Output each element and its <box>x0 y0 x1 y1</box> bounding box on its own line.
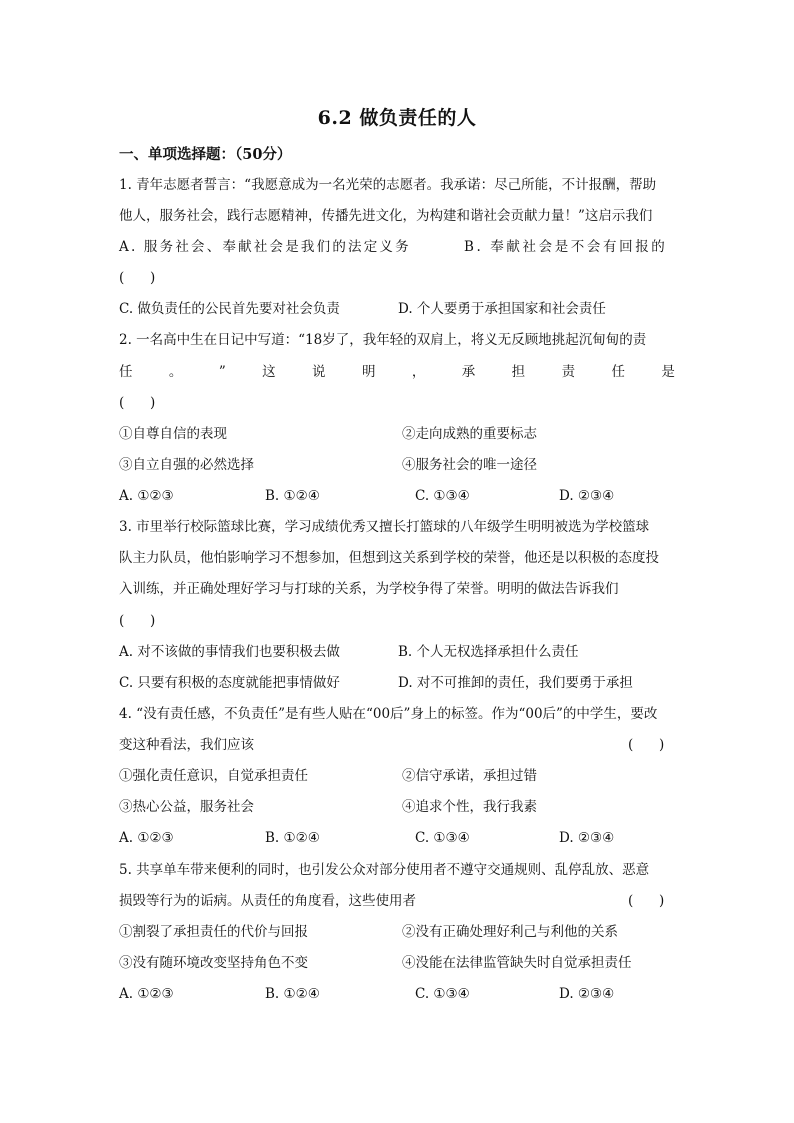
q2-stem-char: 。 <box>168 364 183 380</box>
q2-stem-line1: 2. 一名高中生在日记中写道：“18岁了，我年轻的双肩上，将义无反顾地挑起沉甸甸的责 <box>119 332 647 348</box>
q3-stem-line1: 3. 市里举行校际篮球比赛，学习成绩优秀又擅长打篮球的八年级学生明明被选为学校篮球 <box>119 519 650 535</box>
q4-item-4: ④追求个性，我行我素 <box>402 799 537 815</box>
q1-option-d: D. 个人要勇于承担国家和社会责任 <box>398 301 606 317</box>
q3-stem-line3: 入训练，并正确处理好学习与打球的关系，为学校争得了荣誉。明明的做法告诉我们 <box>119 581 619 597</box>
page-title: 6.2 做负责任的人 <box>317 107 477 129</box>
q4-option-a: A. ①②③ <box>119 830 174 846</box>
q5-item-1: ①割裂了承担责任的代价与回报 <box>119 924 308 940</box>
q2-item-3: ③自立自强的必然选择 <box>119 457 254 473</box>
q4-answer-blank: ( ) <box>628 737 665 753</box>
q2-item-1: ①自尊自信的表现 <box>119 426 227 442</box>
q3-stem-line2: 队主力队员，他怕影响学习不想参加，但想到这关系到学校的荣誉，他还是以积极的态度投 <box>119 550 659 566</box>
q4-stem-line1: 4. “没有责任感，不负责任”是有些人贴在“00后”身上的标签。作为“00后”的中学生，要改 <box>119 706 658 722</box>
q4-option-d: D. ②③④ <box>559 830 615 846</box>
q2-item-2: ②走向成熟的重要标志 <box>402 426 537 442</box>
q5-item-2: ②没有正确处理好利己与利他的关系 <box>402 924 618 940</box>
section-heading: 一、单项选择题：（50分） <box>119 146 292 163</box>
q2-stem-char: 说 <box>312 364 326 380</box>
q1-stem-line2: 他人，服务社会，践行志愿精神，传播先进文化，为构建和谐社会贡献力量！”这启示我们 <box>119 208 653 224</box>
q3-option-c: C. 只要有积极的态度就能把事情做好 <box>119 675 340 691</box>
q5-option-a: A. ①②③ <box>119 986 174 1002</box>
q5-item-4: ④没能在法律监管缺失时自觉承担责任 <box>402 955 632 971</box>
q5-option-b: B. ①②④ <box>265 986 320 1002</box>
q2-option-b: B. ①②④ <box>265 488 320 504</box>
q2-stem-line2 <box>119 362 675 382</box>
q2-stem-char: 任 <box>119 364 133 380</box>
q3-option-d: D. 对不可推卸的责任，我们要勇于承担 <box>398 675 633 691</box>
q2-stem-char: 承 <box>461 364 476 380</box>
q1-option-c: C. 做负责任的公民首先要对社会负责 <box>119 301 340 317</box>
q5-item-3: ③没有随环境改变坚持角色不变 <box>119 955 308 971</box>
q2-item-4: ④服务社会的唯一途径 <box>402 457 537 473</box>
q5-stem-line2: 损毁等行为的诟病。从责任的角度看，这些使用者 <box>119 893 416 909</box>
q2-stem-char: 任 <box>611 364 625 380</box>
q5-option-d: D. ②③④ <box>559 986 615 1002</box>
q2-stem-char: 明 <box>361 364 376 380</box>
q3-answer-blank: ( ) <box>119 613 156 629</box>
q4-option-b: B. ①②④ <box>265 830 320 846</box>
q1-stem-line1: 1. 青年志愿者誓言：“我愿意成为一名光荣的志愿者。我承诺：尽己所能，不计报酬，帮助 <box>119 177 657 193</box>
q1-option-b: B. 奉献社会是不会有回报的 <box>464 239 668 255</box>
q2-stem-char: 是 <box>661 364 675 380</box>
q5-option-c: C. ①③④ <box>415 986 470 1002</box>
q2-stem-char: ， <box>411 364 426 380</box>
q5-stem-line1: 5. 共享单车带来便利的同时，也引发公众对部分使用者不遵守交通规则、乱停乱放、恶意 <box>119 862 650 878</box>
q2-stem-char: ” <box>218 364 226 380</box>
q3-option-b: B. 个人无权选择承担什么责任 <box>398 644 579 660</box>
q1-answer-blank: ( ) <box>119 270 156 286</box>
q4-item-2: ②信守承诺，承担过错 <box>402 768 537 784</box>
q4-option-c: C. ①③④ <box>415 830 470 846</box>
q2-option-a: A. ①②③ <box>119 488 174 504</box>
q2-stem-char: 这 <box>262 364 276 380</box>
q4-item-3: ③热心公益，服务社会 <box>119 799 254 815</box>
q4-item-1: ①强化责任意识，自觉承担责任 <box>119 768 308 784</box>
q2-stem-char: 担 <box>511 364 526 380</box>
q2-stem-char: 责 <box>561 364 576 380</box>
q5-answer-blank: ( ) <box>628 893 665 909</box>
q3-option-a: A. 对不该做的事情我们也要积极去做 <box>119 644 340 660</box>
q2-option-c: C. ①③④ <box>415 488 470 504</box>
q2-answer-blank: ( ) <box>119 395 156 411</box>
q1-option-a: A. 服务社会、奉献社会是我们的法定义务 <box>119 239 411 255</box>
q4-stem-line2: 变这种看法，我们应该 <box>119 737 254 753</box>
q2-option-d: D. ②③④ <box>559 488 615 504</box>
